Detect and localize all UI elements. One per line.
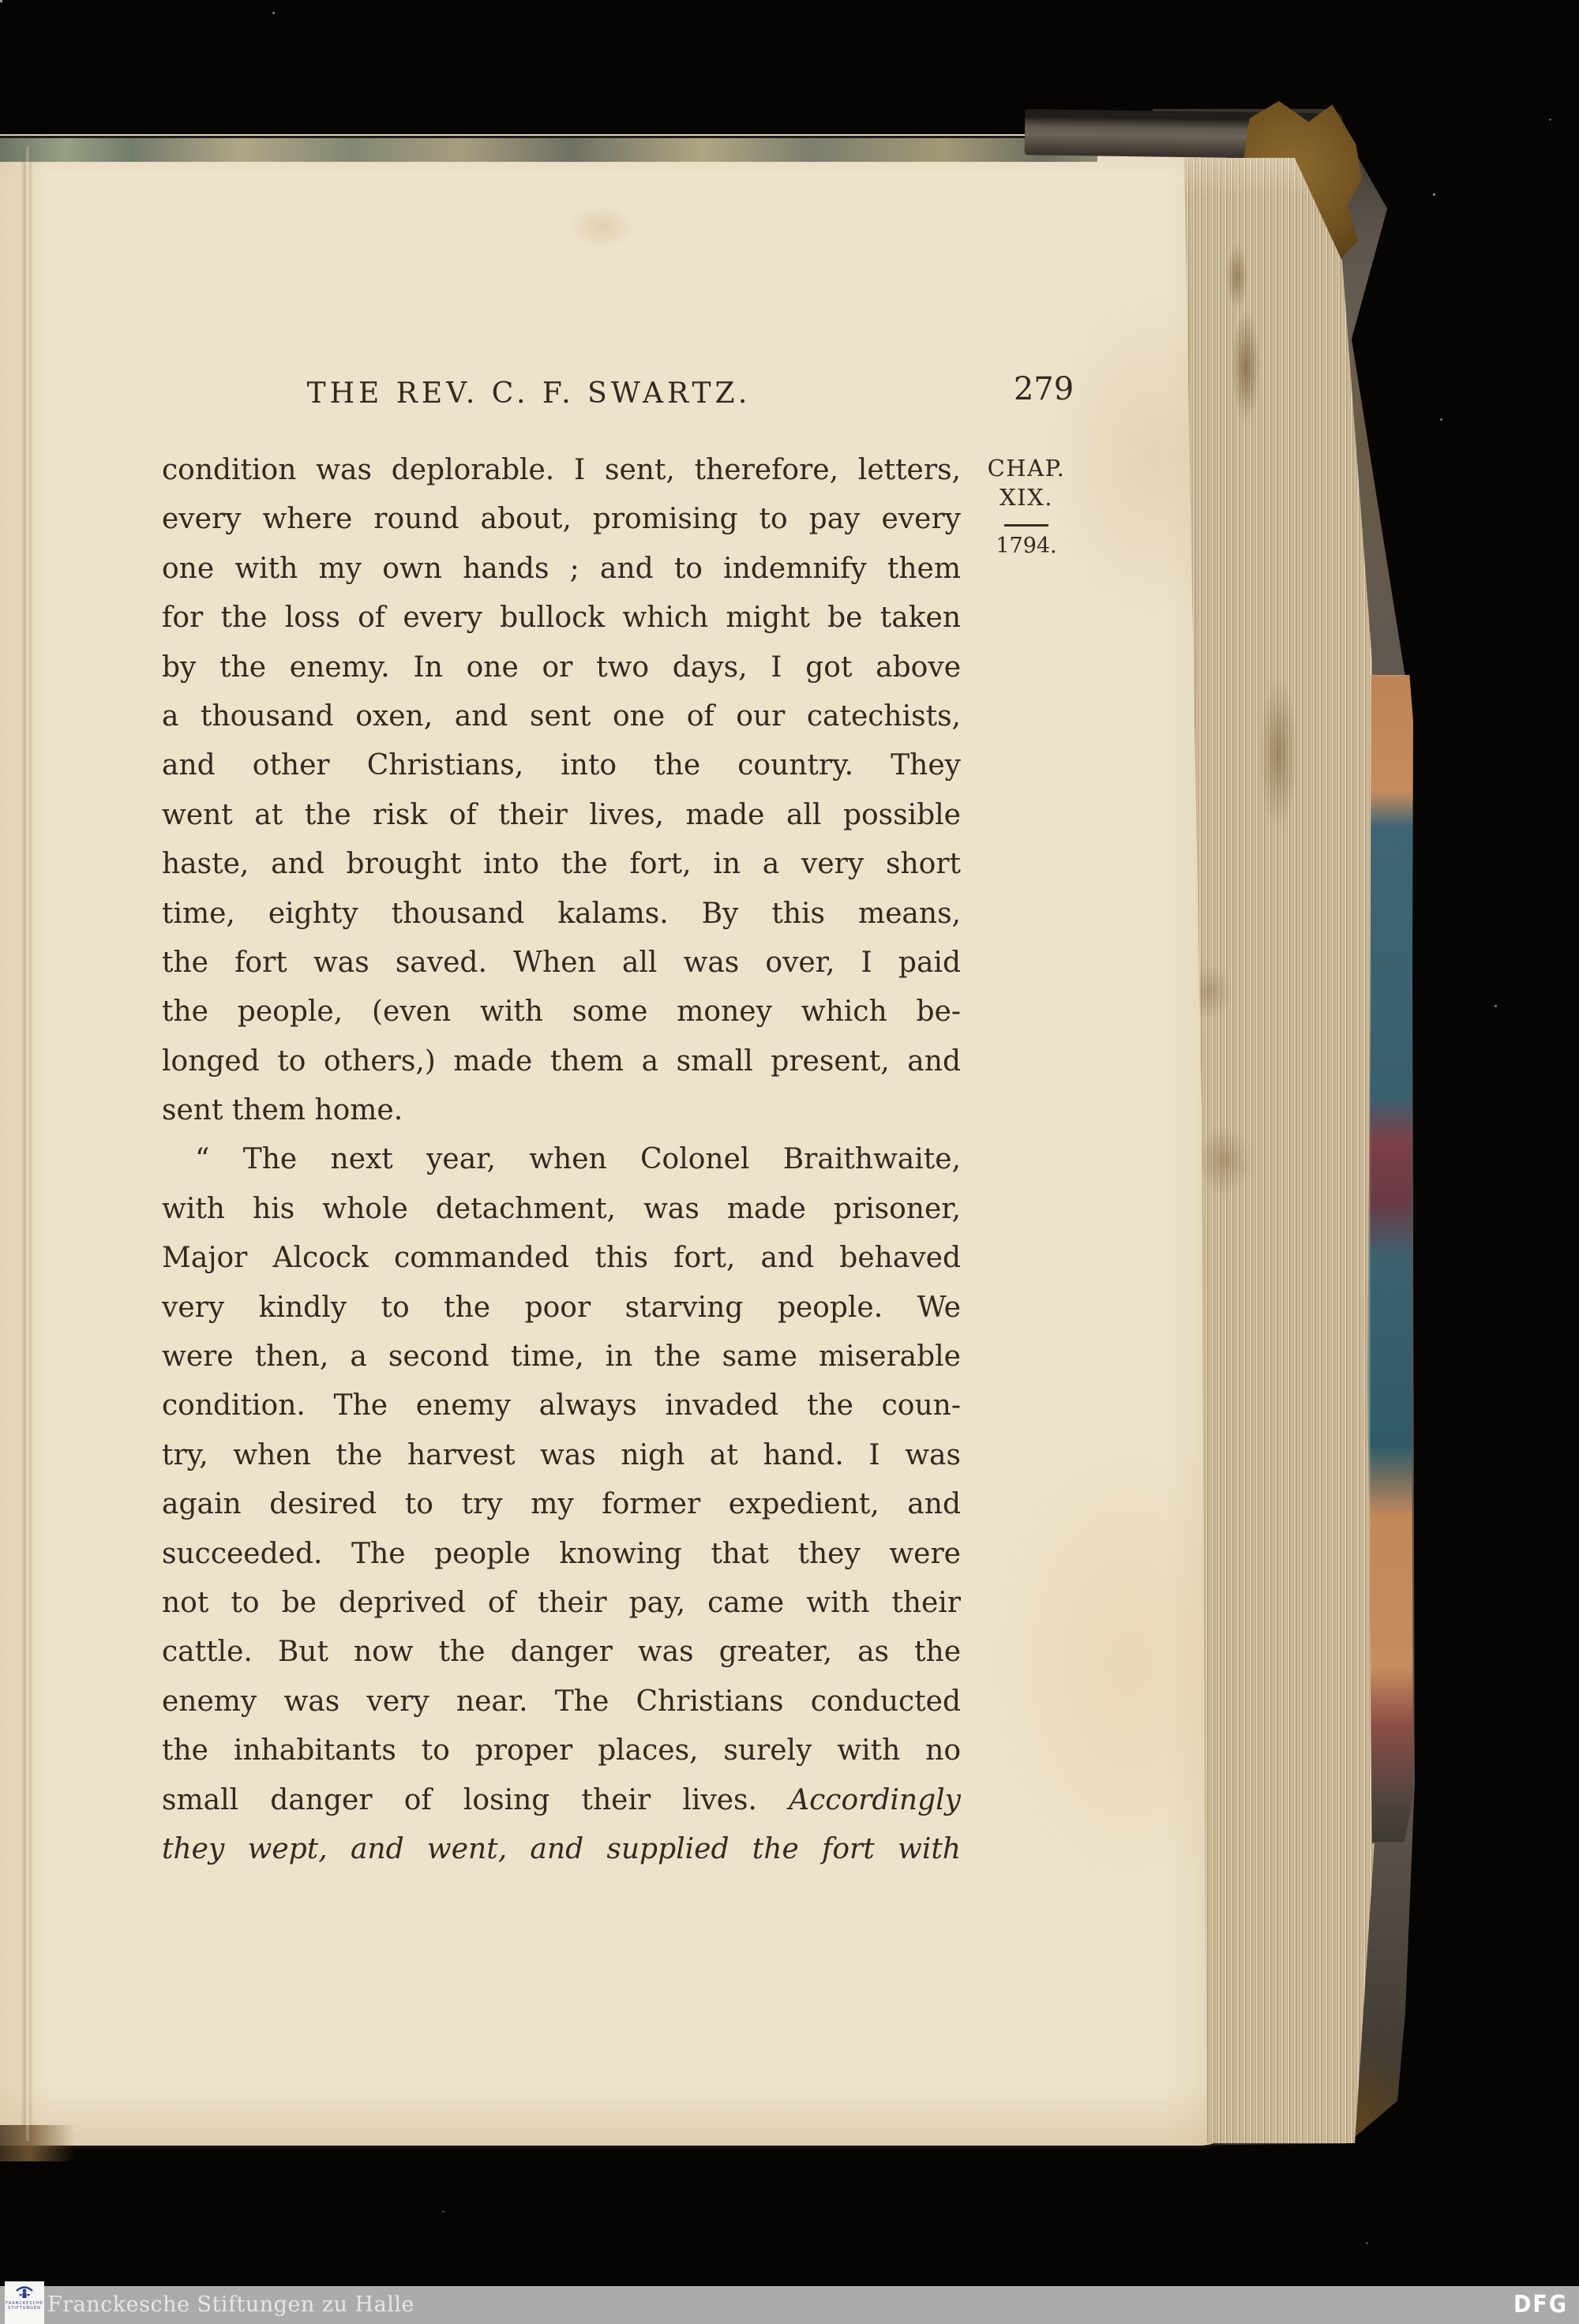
text-line bbox=[162, 988, 961, 1036]
text-line bbox=[162, 1185, 961, 1234]
text-line bbox=[162, 1135, 961, 1184]
margin-note bbox=[977, 455, 1075, 558]
text-run: small danger of losing their lives. bbox=[162, 1783, 790, 1816]
text-run: time, eighty thousand kalams. By this means, bbox=[162, 897, 961, 930]
page-number: 279 bbox=[1013, 371, 1075, 407]
text-line bbox=[162, 1037, 961, 1086]
text-line bbox=[162, 1333, 961, 1381]
text-run: try, when the harvest was nigh at hand. I was bbox=[162, 1438, 961, 1471]
text-line bbox=[162, 741, 961, 790]
text-line bbox=[162, 1431, 961, 1480]
text-run: not to be deprived of their pay, came with their bbox=[162, 1586, 961, 1619]
text-line bbox=[162, 446, 961, 495]
text-run: cattle. But now the danger was greater, as the bbox=[162, 1636, 961, 1669]
text-run: succeeded. The people knowing that they were bbox=[162, 1537, 961, 1570]
text-line bbox=[162, 890, 961, 939]
text-run: and other Christians, into the country. They bbox=[162, 749, 961, 782]
text-run: a thousand oxen, and sent one of our catechists, bbox=[162, 699, 961, 733]
text-run: the inhabitants to proper places, surely with no bbox=[162, 1734, 961, 1767]
italic-text-run: they wept, and went, and supplied the fort with bbox=[162, 1832, 961, 1865]
text-line bbox=[162, 1677, 961, 1726]
dfg-logo: DFG bbox=[1513, 2291, 1568, 2318]
text-line bbox=[162, 1086, 961, 1135]
running-head: THE REV. C. F. SWARTZ. bbox=[306, 377, 752, 410]
text-run: went at the risk of their lives, made all possible bbox=[162, 798, 961, 831]
text-line bbox=[162, 1628, 961, 1677]
marbled-endpaper-strip bbox=[1367, 675, 1413, 1843]
text-run: sent them home. bbox=[162, 1094, 403, 1127]
text-line bbox=[162, 840, 961, 889]
text-run: “ The next year, when Colonel Braithwaite, bbox=[195, 1143, 961, 1176]
franckesche-logo-line1: FRANCKESCHE bbox=[6, 2301, 43, 2306]
text-line bbox=[162, 939, 961, 988]
text-run: haste, and brought into the fort, in a very short bbox=[162, 848, 961, 881]
text-line bbox=[162, 1825, 961, 1874]
margin-note-year: 1794. bbox=[996, 534, 1057, 558]
franckesche-logo bbox=[5, 2281, 44, 2324]
text-line bbox=[162, 1284, 961, 1333]
text-line bbox=[162, 594, 961, 643]
text-line bbox=[162, 1381, 961, 1430]
text-line bbox=[162, 1726, 961, 1775]
text-line bbox=[162, 1579, 961, 1628]
text-run: very kindly to the poor starving people. We bbox=[162, 1291, 961, 1324]
text-run: condition. The enemy always invaded the coun- bbox=[162, 1389, 961, 1423]
text-run: for the loss of every bullock which might be taken bbox=[162, 602, 961, 635]
text-line bbox=[162, 791, 961, 840]
text-line bbox=[162, 643, 961, 692]
binding-bottom-corner bbox=[0, 2125, 75, 2161]
body-text bbox=[162, 446, 961, 1874]
text-line bbox=[162, 1480, 961, 1529]
margin-note-chapter-number: XIX. bbox=[1000, 484, 1053, 511]
text-run: one with my own hands ; and to indemnify them bbox=[162, 552, 961, 585]
marbled-top-edge bbox=[0, 136, 1097, 162]
text-run: the fort was saved. When all was over, I paid bbox=[162, 946, 961, 979]
text-line bbox=[162, 1530, 961, 1579]
text-run: longed to others,) made them a small present, and bbox=[162, 1044, 961, 1078]
text-line bbox=[162, 1776, 961, 1825]
text-run: with his whole detachment, was made prisoner, bbox=[162, 1192, 961, 1225]
text-line bbox=[162, 692, 961, 741]
text-run: enemy was very near. The Christians conducted bbox=[162, 1685, 961, 1718]
text-run: again desired to try my former expedient, and bbox=[162, 1488, 961, 1521]
text-line bbox=[162, 1234, 961, 1283]
text-run: every where round about, promising to pay every bbox=[162, 503, 961, 536]
text-run: were then, a second time, in the same miserable bbox=[162, 1340, 961, 1374]
franckesche-emblem-icon bbox=[15, 2284, 34, 2301]
page-gutter-crease bbox=[21, 147, 33, 2141]
text-run: by the enemy. In one or two days, I got above bbox=[162, 650, 961, 684]
text-line bbox=[162, 495, 961, 544]
text-run: Major Alcock commanded this fort, and behaved bbox=[162, 1242, 961, 1275]
text-run: condition was deplorable. I sent, therefore, letters, bbox=[162, 454, 961, 486]
text-line bbox=[162, 545, 961, 594]
margin-note-chapter: CHAP. bbox=[987, 455, 1066, 482]
franckesche-logo-line2: STIFTUNGEN bbox=[8, 2306, 41, 2311]
institution-name: Franckesche Stiftungen zu Halle bbox=[47, 2292, 414, 2317]
text-run: the people, (even with some money which be- bbox=[162, 995, 961, 1029]
dust-specks bbox=[0, 0, 2, 2]
margin-note-rule bbox=[1004, 524, 1048, 527]
italic-text-run: Accordingly bbox=[789, 1783, 961, 1816]
